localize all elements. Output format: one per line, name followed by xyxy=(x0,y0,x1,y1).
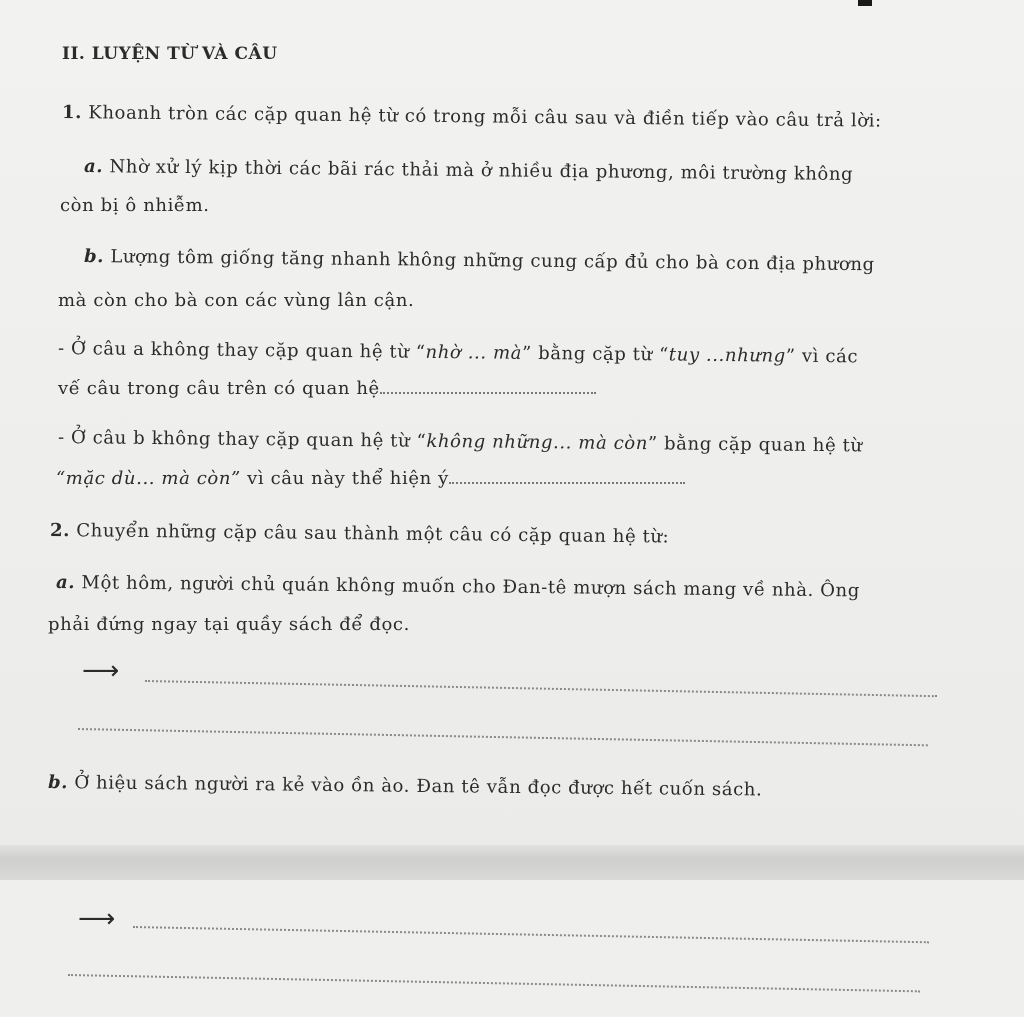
arrow-icon: ⟶ xyxy=(78,904,116,934)
q2-prompt: Chuyển những cặp câu sau thành một câu có cặp quan hệ từ: xyxy=(76,520,670,548)
q2-b-label: b. xyxy=(47,772,69,794)
arrow-icon: ⟶ xyxy=(82,656,120,686)
q1-a-text1: Nhờ xử lý kịp thời các bãi rác thải mà ở nhiều địa phương, môi trường không xyxy=(109,156,854,186)
q1-ans2-em1: không những... mà còn xyxy=(426,430,649,455)
q1-ans2-part1: - Ở câu b không thay cặp quan hệ từ “ xyxy=(57,427,427,452)
worksheet-page-lower xyxy=(0,880,1024,1017)
q1-answer2-line2 xyxy=(56,468,685,489)
q1-ans1-part2: ” bằng cặp từ “ xyxy=(521,342,669,366)
q1-number: 1. xyxy=(61,102,83,124)
page-fold-shadow xyxy=(0,845,1024,880)
q2-a-text1: Một hôm, người chủ quán không muốn cho Đan-tê mượn sách mang về nhà. Ông xyxy=(81,572,861,602)
q1-b-line2: mà còn cho bà con các vùng lân cận. xyxy=(58,290,415,311)
q2-a-line2: phải đứng ngay tại quầy sách để đọc. xyxy=(48,614,410,635)
q1-ans2-part2: ” bằng cặp quan hệ từ xyxy=(647,433,863,457)
corner-mark xyxy=(858,0,872,6)
q1-a-line2: còn bị ô nhiễm. xyxy=(60,195,210,216)
q2-number: 2. xyxy=(49,520,71,542)
section-title: II. LUYỆN TỪ VÀ CÂU xyxy=(62,44,278,64)
q1-ans1-em1: nhờ ... mà xyxy=(425,341,523,364)
q2-b-text1: Ở hiệu sách người ra kẻ vào ồn ào. Đan tê vẫn đọc được hết cuốn sách. xyxy=(74,772,763,801)
q1-a-label: a. xyxy=(83,156,104,178)
answer-blank-1[interactable] xyxy=(380,391,596,394)
answer-blank-2[interactable] xyxy=(449,481,685,484)
q1-prompt: Khoanh tròn các cặp quan hệ từ có trong mỗi câu sau và điền tiếp vào câu trả lời: xyxy=(88,102,882,132)
q1-ans1-part3: ” vì các xyxy=(785,345,859,368)
q1-ans1-text2: vế câu trong câu trên có quan hệ xyxy=(58,378,380,399)
q1-ans1-em2: tuy ...nhưng xyxy=(668,344,786,367)
q1-answer1-line2 xyxy=(58,378,596,399)
q1-b-label: b. xyxy=(83,246,105,268)
q1-ans2-em2: “mặc dù... mà còn” xyxy=(56,468,241,489)
q1-ans1-part1: - Ở câu a không thay cặp quan hệ từ “ xyxy=(57,338,426,363)
q1-ans2-text2: vì câu này thể hiện ý xyxy=(240,468,449,489)
q2-a-label: a. xyxy=(55,572,76,594)
q1-b-text1: Lượng tôm giống tăng nhanh không những cung cấp đủ cho bà con địa phương xyxy=(110,246,875,276)
